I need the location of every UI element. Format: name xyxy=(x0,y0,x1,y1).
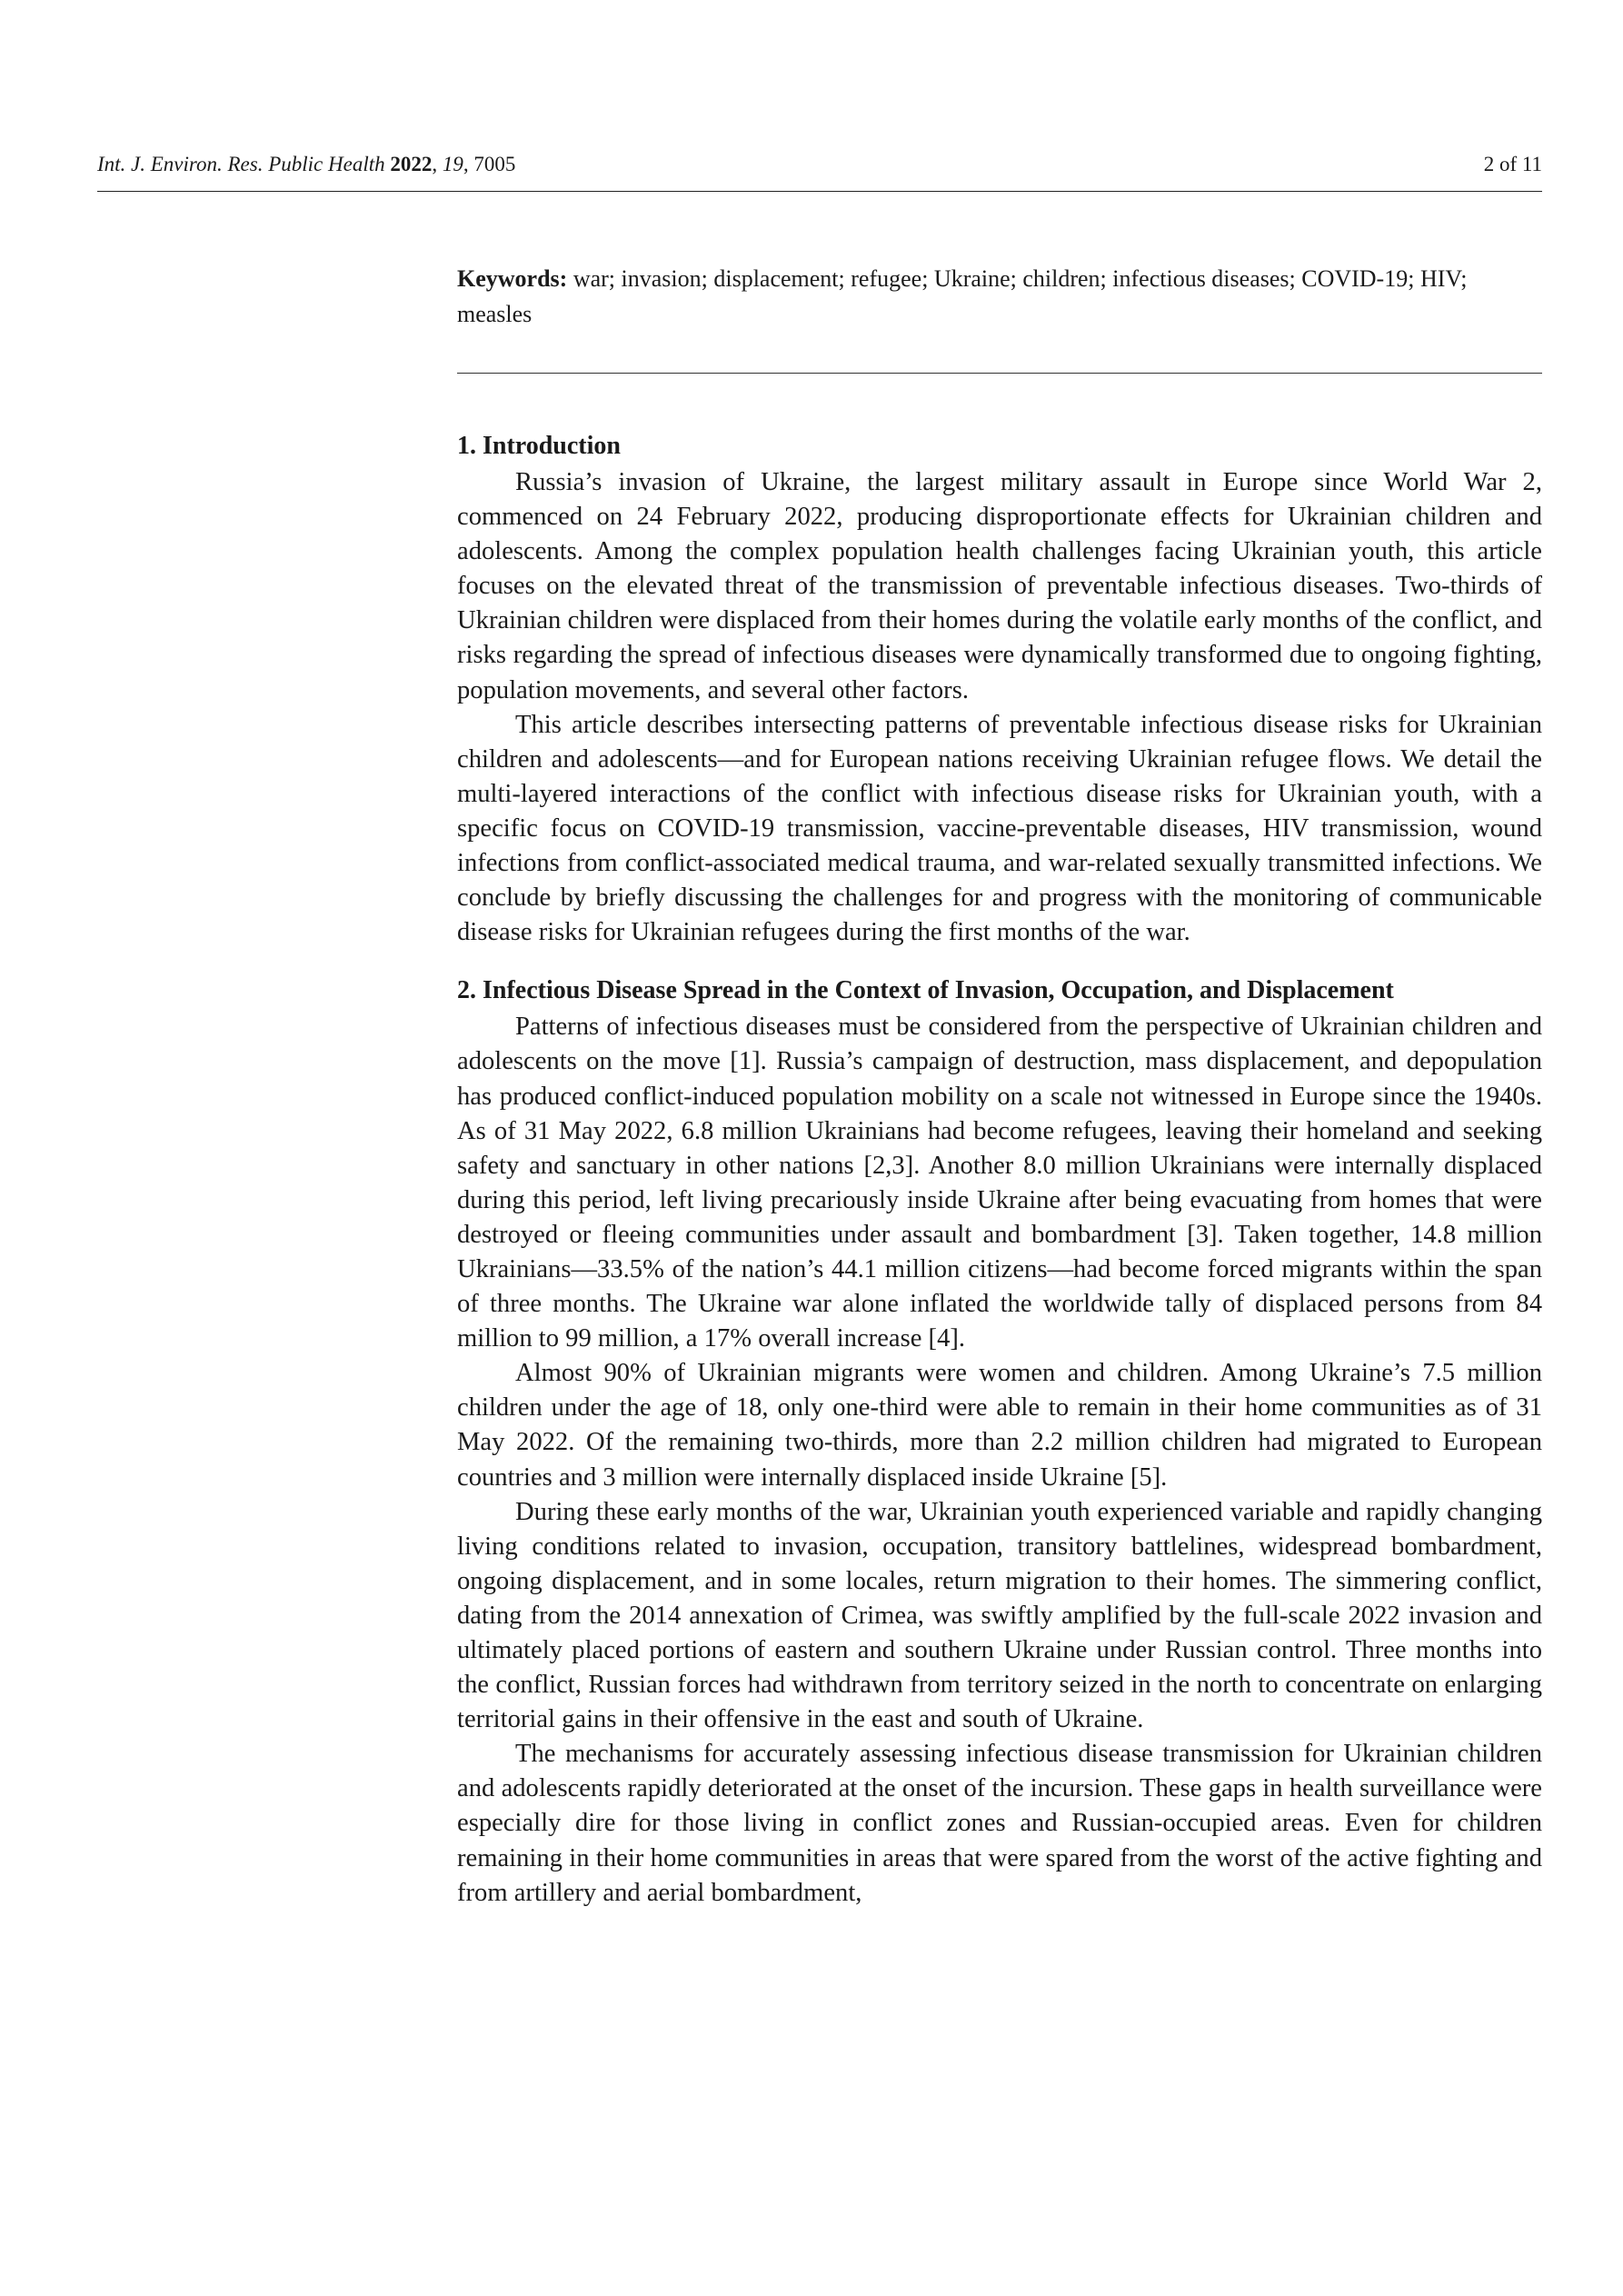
journal-abbrev: Int. J. Environ. Res. Public Health xyxy=(97,153,385,175)
section-heading: 1. Introduction xyxy=(457,432,621,460)
journal-year: 2022 xyxy=(390,153,433,175)
keywords-label: Keywords: xyxy=(457,265,568,292)
section-introduction xyxy=(457,431,1542,950)
keywords-text: war; invasion; displacement; refugee; Ukraine; children; infectious diseases; COVID-19; HIV; measles xyxy=(457,265,1468,327)
article-number: 7005 xyxy=(473,153,516,175)
page-number: 2 of 11 xyxy=(1483,153,1542,175)
paragraph: During these early months of the war, Ukrainian youth experienced variable and rapidly changing living conditions related to invasion, occupation, transitory battlelines, widespread bombardment, ongoing displacement, and in some locales, return migration to their homes. The simmering conflict, dating from the 2014 annexation of Crimea, was swiftly amplified by the full-scale 2022 invasion and ultimately placed portions of eastern and southern Ukraine under Russian control. Three months into the conflict, Russian forces had withdrawn from territory seized in the north to concentrate on enlarging territorial gains in their offensive in the east and south of Ukraine. xyxy=(457,1497,1542,1734)
journal-citation: Int. J. Environ. Res. Public Health 2022, 19, 7005 xyxy=(97,153,516,175)
paragraph: The mechanisms for accurately assessing infectious disease transmission for Ukrainian children and adolescents rapidly deteriorated at the onset of the incursion. These gaps in health surveillance were especially dire for those living in conflict zones and Russian-occupied areas. Even for children remaining in their home communities in areas that were spared from the worst of the active fighting and from artillery and aerial bombardment, xyxy=(457,1740,1542,1907)
paragraph: This article describes intersecting patterns of preventable infectious disease risks for Ukrainian children and adolescents—and for European nations receiving Ukrainian refugee flows. We detail the multi-layered interactions of the conflict with infectious disease risks for Ukrainian youth, with a specific focus on COVID-19 transmission, vaccine-preventable diseases, HIV transmission, wound infections from conflict-associated medical trauma, and war-related sexually transmitted infections. We conclude by briefly discussing the challenges for and progress with the monitoring of communicable disease risks for Ukrainian refugees during the first months of the war. xyxy=(457,710,1542,947)
keywords xyxy=(457,261,1542,332)
section-infectious-disease-spread xyxy=(457,975,1542,1910)
article-body xyxy=(457,431,1542,1911)
keywords-divider xyxy=(457,373,1542,374)
journal-volume: 19 xyxy=(442,153,463,175)
paragraph: Russia’s invasion of Ukraine, the largest military assault in Europe since World War 2, commenced on 24 February 2022, producing disproportionate effects for Ukrainian children and adolescents. Among the complex population health challenges facing Ukrainian youth, this article focuses on the elevated threat of the transmission of preventable infectious diseases. Two-thirds of Ukrainian children were displaced from their homes during the volatile early months of the conflict, and risks regarding the spread of infectious diseases were dynamically transformed due to ongoing fighting, population movements, and several other factors. xyxy=(457,468,1542,704)
paragraph: Almost 90% of Ukrainian migrants were women and children. Among Ukraine’s 7.5 million children under the age of 18, only one-third were able to remain in their home communities as of 31 May 2022. Of the remaining two-thirds, more than 2.2 million children had migrated to European countries and 3 million were internally displaced inside Ukraine [5]. xyxy=(457,1359,1542,1492)
section-heading: 2. Infectious Disease Spread in the Context of Invasion, Occupation, and Displacement xyxy=(457,976,1394,1005)
paragraph: Patterns of infectious diseases must be considered from the perspective of Ukrainian children and adolescents on the move [1]. Russia’s campaign of destruction, mass displacement, and depopulation has produced conflict-induced population mobility on a scale not witnessed in Europe since the 1940s. As of 31 May 2022, 6.8 million Ukrainians had become refugees, leaving their homeland and seeking safety and sanctuary in other nations [2,3]. Another 8.0 million Ukrainians were internally displaced during this period, left living precariously inside Ukraine after being evacuating from homes that were destroyed or fleeing communities under assault and bombardment [3]. Taken together, 14.8 million Ukrainians—33.5% of the nation’s 44.1 million citizens—had become forced migrants within the span of three months. The Ukraine war alone inflated the worldwide tally of displaced persons from 84 million to 99 million, a 17% overall increase [4]. xyxy=(457,1013,1542,1353)
running-header xyxy=(97,147,1542,192)
